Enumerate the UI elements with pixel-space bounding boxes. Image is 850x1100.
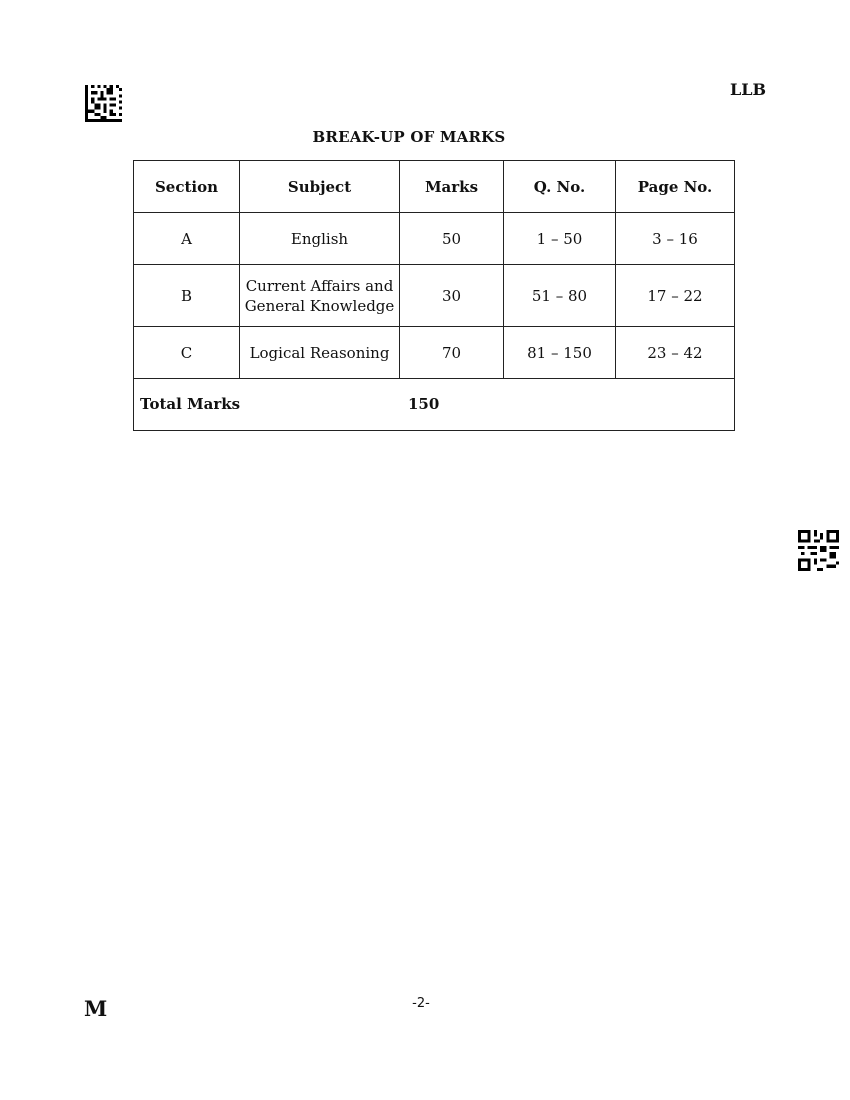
table-header-row [134,161,735,213]
header-subject: Subject [240,161,400,213]
section-cell: B [134,265,240,327]
table-row [134,265,735,327]
datamatrix-code-icon [85,85,122,122]
marks-cell: 50 [400,213,504,265]
qr-code-icon [798,530,839,571]
page-number: -2- [412,996,430,1011]
question-range-cell: 1 – 50 [504,213,616,265]
paper-code: LLB [729,80,766,99]
total-row [134,379,735,431]
table-row [134,327,735,379]
header-section: Section [134,161,240,213]
question-range-cell: 51 – 80 [504,265,616,327]
section-cell: C [134,327,240,379]
table-row [134,213,735,265]
page-title: BREAK-UP OF MARKS [312,128,506,146]
subject-cell: English [240,213,400,265]
subject-cell: Logical Reasoning [240,327,400,379]
series-letter: M [84,996,108,1021]
question-range-cell: 81 – 150 [504,327,616,379]
subject-cell: Current Affairs and General Knowledge [240,265,400,327]
page-range-cell: 23 – 42 [616,327,735,379]
header-page-number: Page No. [616,161,735,213]
page-range-cell: 17 – 22 [616,265,735,327]
marks-cell: 30 [400,265,504,327]
section-cell: A [134,213,240,265]
header-question-number: Q. No. [504,161,616,213]
marks-breakup-table [133,160,735,431]
total-cell [134,379,735,431]
page-range-cell: 3 – 16 [616,213,735,265]
marks-cell: 70 [400,327,504,379]
total-marks-value: 150 [408,395,440,413]
total-marks-label: Total Marks [140,395,241,413]
header-marks: Marks [400,161,504,213]
